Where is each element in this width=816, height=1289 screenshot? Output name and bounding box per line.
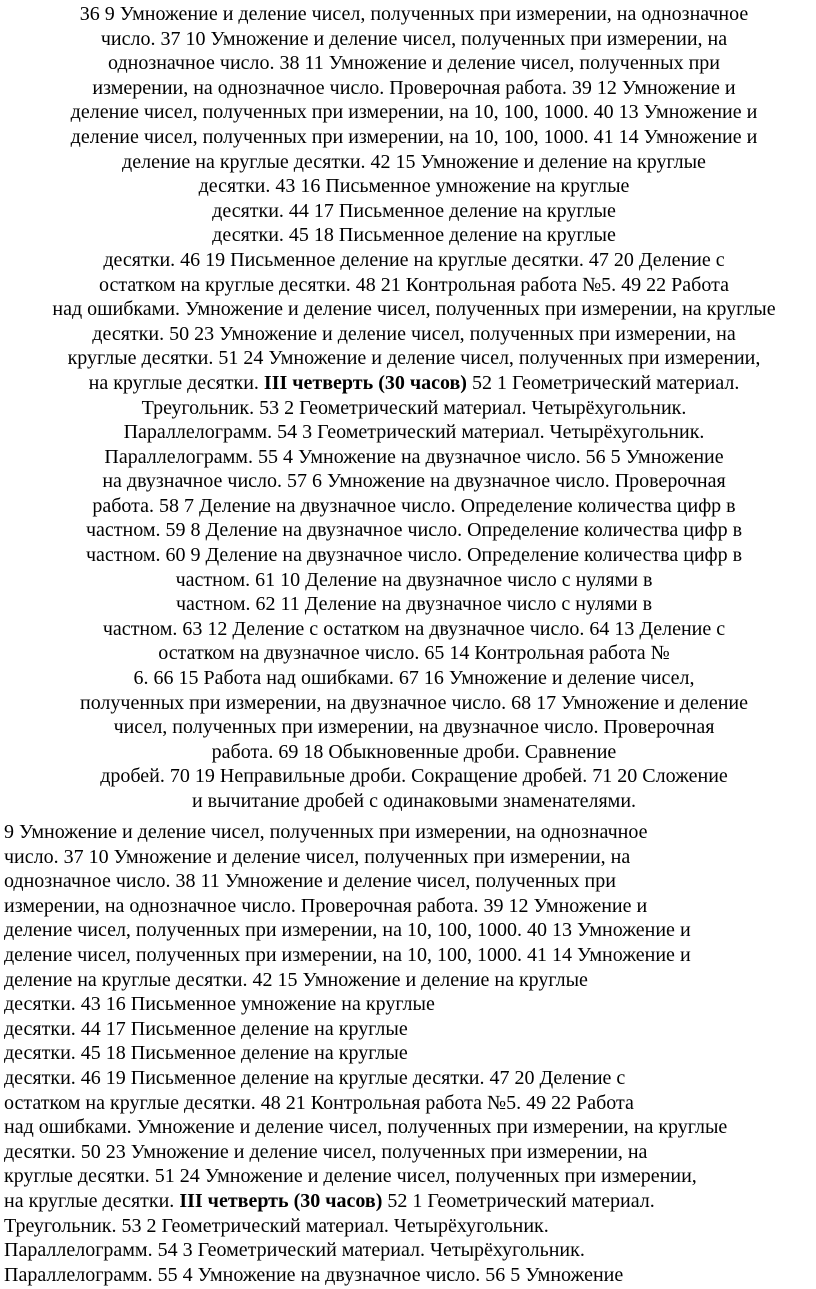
text-line: Параллелограмм. 55 4 Умножение на двузначное число. 56 5 Умножение bbox=[4, 1263, 624, 1286]
text-line: измерении, на однозначное число. Проверочная работа. 39 12 Умножение и bbox=[92, 76, 736, 99]
text-line: на круглые десятки. III четверть (30 часов) 52 1 Геометрический материал. bbox=[4, 1189, 655, 1212]
text-line: деление чисел, полученных при измерении, на 10, 100, 1000. 41 14 Умножение и bbox=[70, 125, 758, 148]
text-line: десятки. 43 16 Письменное умножение на круглые bbox=[4, 993, 435, 1016]
text-line: Треугольник. 53 2 Геометрический материал. Четырёхугольник. bbox=[4, 1214, 549, 1237]
text-line: десятки. 44 17 Письменное деление на круглые bbox=[212, 199, 616, 222]
text-line: деление чисел, полученных при измерении, на 10, 100, 1000. 41 14 Умножение и bbox=[4, 943, 691, 966]
text-line: частном. 59 8 Деление на двузначное число. Определение количества цифр в bbox=[85, 519, 743, 542]
text-line: однозначное число. 38 11 Умножение и деление чисел, полученных при bbox=[108, 52, 720, 75]
text-line: работа. 58 7 Деление на двузначное число. Определение количества цифр в bbox=[92, 494, 736, 517]
text-line: на круглые десятки. III четверть (30 часов) 52 1 Геометрический материал. bbox=[88, 371, 740, 394]
text-line: частном. 60 9 Деление на двузначное число. Определение количества цифр в bbox=[85, 544, 743, 567]
text-line: круглые десятки. 51 24 Умножение и деление чисел, полученных при измерении, bbox=[4, 1165, 697, 1188]
text-line: Треугольник. 53 2 Геометрический материал. Четырёхугольник. bbox=[141, 396, 687, 419]
text-line: Параллелограмм. 54 3 Геометрический материал. Четырёхугольник. bbox=[123, 421, 705, 444]
text-line: измерении, на однозначное число. Проверочная работа. 39 12 Умножение и bbox=[4, 894, 648, 917]
text-line: десятки. 45 18 Письменное деление на круглые bbox=[4, 1042, 408, 1065]
text-line: частном. 61 10 Деление на двузначное число с нулями в bbox=[175, 568, 653, 591]
text-line: десятки. 43 16 Письменное умножение на круглые bbox=[198, 175, 630, 198]
text-line: десятки. 50 23 Умножение и деление чисел, полученных при измерении, на bbox=[92, 322, 736, 345]
text-line: работа. 69 18 Обыкновенные дроби. Сравнение bbox=[211, 740, 617, 763]
text-line: деление на круглые десятки. 42 15 Умножение и деление на круглые bbox=[122, 150, 706, 173]
text-line: однозначное число. 38 11 Умножение и деление чисел, полученных при bbox=[4, 870, 616, 893]
text-line: десятки. 46 19 Письменное деление на круглые десятки. 47 20 Деление с bbox=[103, 248, 725, 271]
text-line: круглые десятки. 51 24 Умножение и деление чисел, полученных при измерении, bbox=[67, 347, 761, 370]
text-line: остатком на круглые десятки. 48 21 Контрольная работа №5. 49 22 Работа bbox=[99, 273, 729, 296]
text-line: число. 37 10 Умножение и деление чисел, полученных при измерении, на bbox=[100, 27, 728, 50]
text-line: 36 9 Умножение и деление чисел, полученных при измерении, на однозначное bbox=[79, 3, 749, 25]
text-line: остатком на круглые десятки. 48 21 Контрольная работа №5. 49 22 Работа bbox=[4, 1091, 634, 1114]
text-line: десятки. 44 17 Письменное деление на круглые bbox=[4, 1017, 408, 1040]
text-line: над ошибками. Умножение и деление чисел, полученных при измерении, на круглые bbox=[52, 298, 776, 321]
text-line: деление чисел, полученных при измерении, на 10, 100, 1000. 40 13 Умножение и bbox=[4, 919, 691, 942]
quarter-heading: III четверть (30 часов) bbox=[263, 371, 467, 394]
text-line: и вычитание дробей с одинаковыми знаменателями. bbox=[191, 790, 637, 812]
text-line: полученных при измерении, на двузначное число. 68 17 Умножение и деление bbox=[79, 691, 749, 714]
text-line: 6. 66 15 Работа над ошибками. 67 16 Умножение и деление чисел, bbox=[133, 667, 695, 690]
text-line: частном. 63 12 Деление с остатком на двузначное число. 64 13 Деление с bbox=[102, 617, 726, 640]
text-block-left bbox=[4, 820, 816, 1287]
text-line: число. 37 10 Умножение и деление чисел, полученных при измерении, на bbox=[4, 845, 631, 868]
text-line: 9 Умножение и деление чисел, полученных при измерении, на однозначное bbox=[4, 821, 648, 843]
text-line: на двузначное число. 57 6 Умножение на двузначное число. Проверочная bbox=[102, 470, 726, 493]
text-line: остатком на двузначное число. 65 14 Контрольная работа № bbox=[158, 642, 670, 665]
text-line: десятки. 50 23 Умножение и деление чисел, полученных при измерении, на bbox=[4, 1140, 648, 1163]
text-line: чисел, полученных при измерении, на двузначное число. Проверочная bbox=[113, 716, 715, 739]
text-line: деление чисел, полученных при измерении, на 10, 100, 1000. 40 13 Умножение и bbox=[70, 101, 758, 124]
text-line: дробей. 70 19 Неправильные дроби. Сокращение дробей. 71 20 Сложение bbox=[100, 765, 728, 788]
text-line: Параллелограмм. 55 4 Умножение на двузначное число. 56 5 Умножение bbox=[104, 445, 724, 468]
text-line: деление на круглые десятки. 42 15 Умножение и деление на круглые bbox=[4, 968, 588, 991]
text-block-centered bbox=[6, 2, 816, 814]
text-line: частном. 62 11 Деление на двузначное число с нулями в bbox=[175, 593, 653, 616]
text-line: десятки. 46 19 Письменное деление на круглые десятки. 47 20 Деление с bbox=[4, 1066, 626, 1089]
quarter-heading: III четверть (30 часов) bbox=[179, 1189, 383, 1212]
text-line: десятки. 45 18 Письменное деление на круглые bbox=[212, 224, 616, 247]
text-line: Параллелограмм. 54 3 Геометрический материал. Четырёхугольник. bbox=[4, 1239, 585, 1262]
text-line: над ошибками. Умножение и деление чисел, полученных при измерении, на круглые bbox=[4, 1116, 728, 1139]
